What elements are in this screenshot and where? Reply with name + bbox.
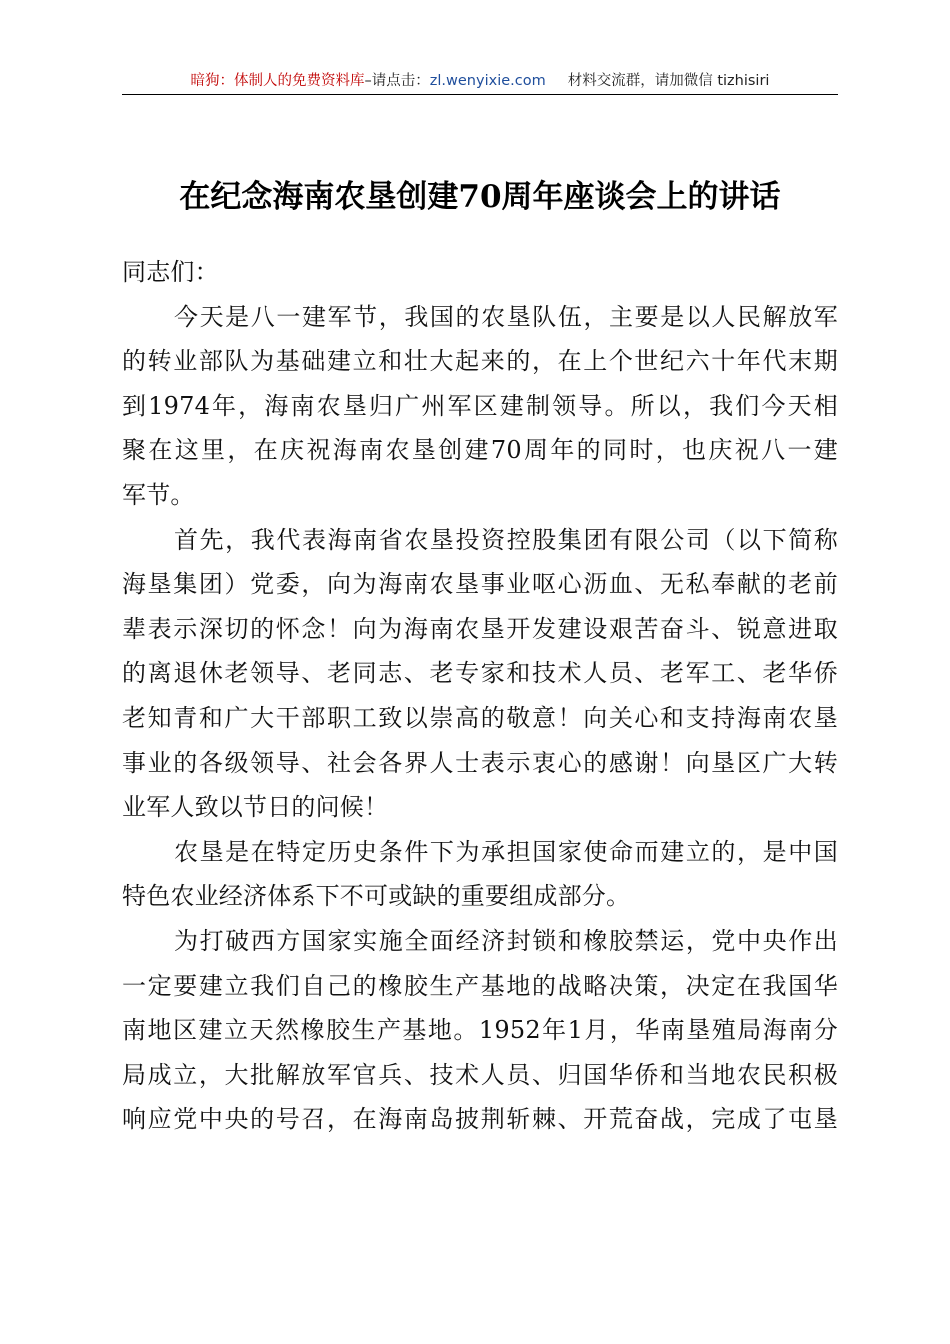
body-line: 局成立，大批解放军官兵、技术人员、归国华侨和当地农民积极: [122, 1060, 838, 1089]
body-line: 军节。: [122, 480, 195, 509]
body-line: 老知青和广大干部职工致以崇高的敬意！向关心和支持海南农垦: [122, 703, 838, 732]
body-line: 的转业部队为基础建立和壮大起来的，在上个世纪六十年代末期: [122, 347, 838, 376]
body-line: 到1974年，海南农垦归广州军区建制领导。所以，我们今天相: [122, 391, 838, 420]
document-body: [122, 250, 838, 1142]
body-line: 特色农业经济体系下不可或缺的重要组成部分。: [122, 882, 631, 911]
page-header: [122, 70, 838, 95]
body-line: 聚在这里，在庆祝海南农垦创建70周年的同时，也庆祝八一建: [122, 436, 838, 465]
body-line: 首先，我代表海南省农垦投资控股集团有限公司（以下简称: [174, 525, 838, 554]
body-line: 海垦集团）党委，向为海南农垦事业呕心沥血、无私奉献的老前: [122, 570, 838, 599]
body-line: 农垦是在特定历史条件下为承担国家使命而建立的，是中国: [174, 837, 838, 866]
body-line: 南地区建立天然橡胶生产基地。1952年1月，华南垦殖局海南分: [122, 1016, 838, 1045]
header-click-prompt: –请点击：: [364, 73, 430, 89]
body-line: 今天是八一建军节，我国的农垦队伍，主要是以人民解放军: [174, 302, 838, 331]
body-line: 的离退休老领导、老同志、老专家和技术人员、老军工、老华侨: [122, 659, 838, 688]
body-line: 一定要建立我们自己的橡胶生产基地的战略决策，决定在我国华: [122, 971, 838, 1000]
salutation: 同志们：: [122, 258, 219, 286]
header-site-name: 暗狗：体制人的免费资料库: [190, 73, 365, 89]
body-line: 辈表示深切的怀念！向为海南农垦开发建设艰苦奋斗、锐意进取: [122, 614, 838, 643]
document-title: 在纪念海南农垦创建70周年座谈会上的讲话: [179, 179, 781, 215]
body-line: 为打破西方国家实施全面经济封锁和橡胶禁运，党中央作出: [174, 926, 838, 955]
header-group-note: 材料交流群，请加微信 tizhisiri: [567, 73, 770, 89]
body-line: 响应党中央的号召，在海南岛披荆斩棘、开荒奋战，完成了屯垦: [122, 1105, 838, 1134]
header-url-link[interactable]: zl.wenyixie.com: [429, 73, 546, 89]
body-line: 事业的各级领导、社会各界人士表示衷心的感谢！向垦区广大转: [122, 748, 838, 777]
body-line: 业军人致以节日的问候！: [122, 793, 389, 822]
